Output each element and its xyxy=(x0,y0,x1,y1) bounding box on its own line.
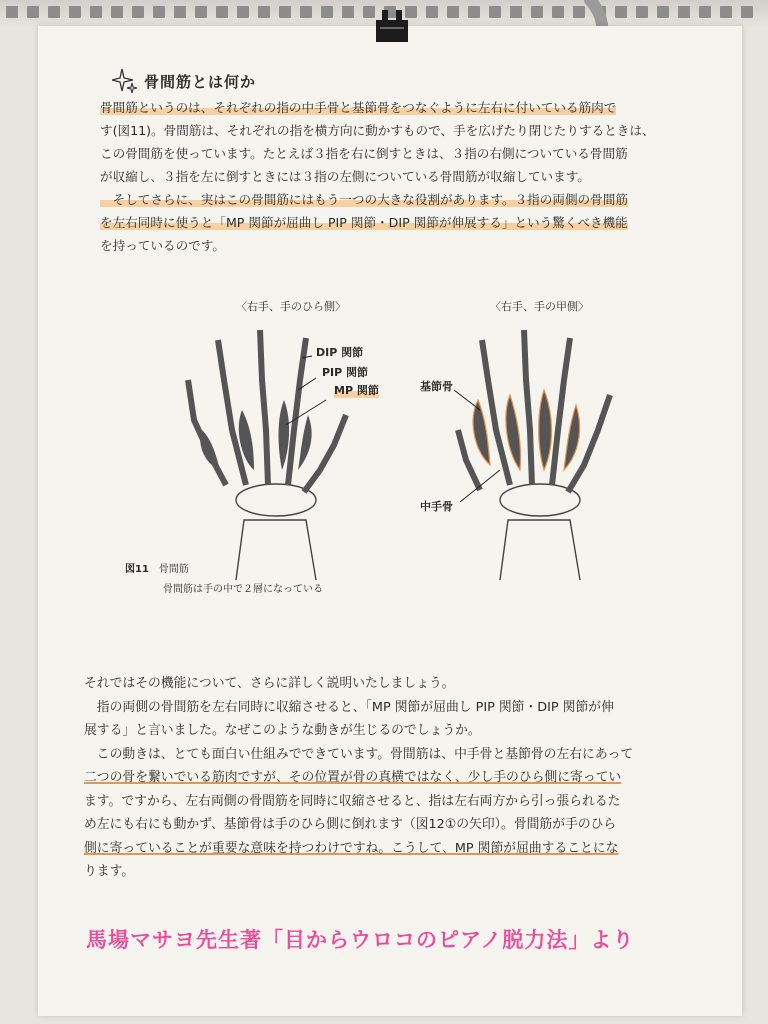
binder-hole xyxy=(48,6,60,18)
binder-hole xyxy=(489,6,501,18)
text-span: そしてさらに、実はこの骨間筋にはもう一つの大きな役割があります。３指の両側の骨間筋 xyxy=(100,192,628,207)
caption-title: 骨間筋 xyxy=(158,564,189,575)
binder-hole xyxy=(741,6,753,18)
text-line: ます。ですから、左右両側の骨間筋を同時に収縮させると、指は左右両方から引っ張られるた xyxy=(84,793,621,809)
binder-hole xyxy=(510,6,522,18)
text-span: を持っているのです。 xyxy=(100,238,225,253)
binder-hole xyxy=(27,6,39,18)
text-line xyxy=(100,142,655,165)
binder-hole xyxy=(342,6,354,18)
figure-label-back: 〈右手、手の甲側〉 xyxy=(490,300,589,313)
binder-hole xyxy=(6,6,18,18)
text-line: め左にも右にも動かず、基節骨は手のひら側に倒れます（図12①の矢印）。骨間筋が手のひら xyxy=(84,817,617,832)
text-line xyxy=(100,234,655,257)
callout-mp: MP 関節 xyxy=(334,384,379,397)
text-line: 指の両側の骨間筋を左右同時に収縮させると、「MP 関節が屈曲し PIP 関節・DIP 関節が伸 xyxy=(84,699,614,715)
text-span: す(図11)。骨間筋は、それぞれの指を横方向に動かすもので、手を広げたり閉じたりするときは、 xyxy=(100,123,655,138)
body-paragraph xyxy=(84,672,633,884)
binder-hole xyxy=(111,6,123,18)
binder-hole xyxy=(426,6,438,18)
binder-hole xyxy=(657,6,669,18)
binder-hole xyxy=(258,6,270,18)
text-line xyxy=(100,211,655,234)
text-line: 側に寄っていることが重要な意味を持つわけですね。こうして、MP 関節が屈曲することにな xyxy=(84,840,619,856)
binder-hole xyxy=(279,6,291,18)
caption-sub: 骨間筋は手の中で２層になっている xyxy=(163,584,323,595)
text-span: この骨間筋を使っています。たとえば３指を右に倒すときは、３指の右側についている骨間筋 xyxy=(100,146,628,161)
text-line xyxy=(100,96,655,119)
source-credit: 馬場マサヨ先生著「目からウロコのピアノ脱力法」より xyxy=(86,928,635,952)
binder-hole xyxy=(300,6,312,18)
binder-hole xyxy=(447,6,459,18)
text-line: ります。 xyxy=(84,864,135,879)
binder-hole xyxy=(132,6,144,18)
text-line: それではその機能について、さらに詳しく説明いたしましょう。 xyxy=(84,676,455,691)
section-heading xyxy=(112,68,256,94)
binder-hole xyxy=(195,6,207,18)
binder-hole xyxy=(468,6,480,18)
heading-title: 骨間筋とは何か xyxy=(144,72,257,91)
callout-dip: DIP 関節 xyxy=(316,346,364,359)
text-span: を左右同時に使うと「MP 関節が屈曲し PIP 関節・DIP 関節が伸展する」という驚くべき機能 xyxy=(100,215,628,230)
binder-hole xyxy=(174,6,186,18)
binder-hole xyxy=(699,6,711,18)
figure-caption xyxy=(125,560,323,600)
text-line: この動きは、とても面白い仕組みでできています。骨間筋は、中手骨と基節骨の左右にあって xyxy=(84,746,634,762)
callout-chushu: 中手骨 xyxy=(420,500,453,513)
binder-hole xyxy=(531,6,543,18)
binder-hole xyxy=(69,6,81,18)
binder-hole xyxy=(321,6,333,18)
binder-hole xyxy=(636,6,648,18)
text-line: 二つの骨を繋いでいる筋肉ですが、その位置が骨の真横ではなく、少し手のひら側に寄ってい xyxy=(84,770,622,785)
binder-hole xyxy=(153,6,165,18)
callout-kisetsu: 基節骨 xyxy=(420,380,453,393)
text-line xyxy=(100,165,655,188)
sparkle-icon xyxy=(112,68,138,94)
text-line xyxy=(100,188,655,211)
binder-hole xyxy=(720,6,732,18)
text-span: 骨間筋というのは、それぞれの指の中手骨と基節骨をつなぐように左右に付いている筋肉で xyxy=(100,100,617,115)
hand-back-illustration xyxy=(440,320,640,580)
binder-hole xyxy=(678,6,690,18)
binder-hole xyxy=(90,6,102,18)
text-line xyxy=(100,119,655,142)
callout-pip: PIP 関節 xyxy=(322,366,369,379)
caption-number: 図11 xyxy=(125,564,149,575)
binder-hole xyxy=(216,6,228,18)
paper-clip-icon xyxy=(372,10,412,50)
figure-label-palm: 〈右手、手のひら側〉 xyxy=(236,300,346,313)
text-line: 展する」と言いました。なぜこのような動きが生じるのでしょうか。 xyxy=(84,723,481,738)
text-span: が収縮し、３指を左に倒すときには３指の左側についている骨間筋が収縮しています。 xyxy=(100,169,590,184)
binder-hole xyxy=(237,6,249,18)
intro-paragraph xyxy=(100,96,655,257)
